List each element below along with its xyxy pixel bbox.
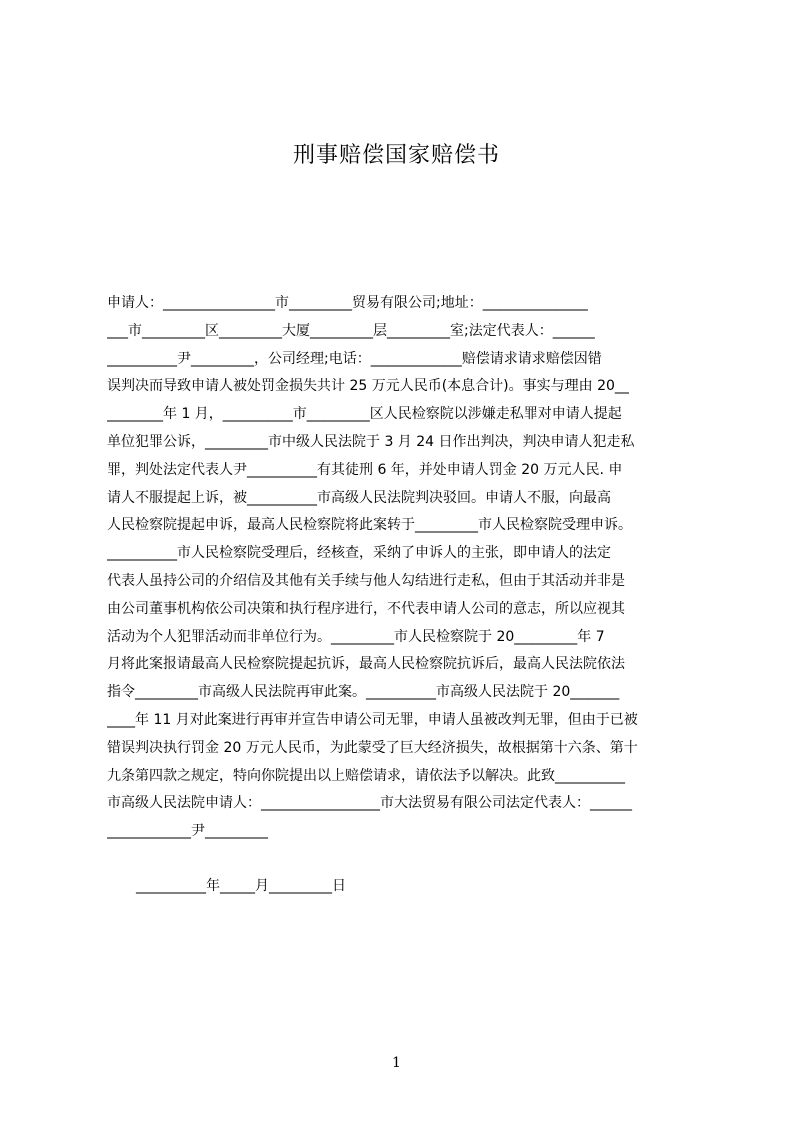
body-line: 指令_________市高级人民法院再审此案。__________市高级人民法院于 20_______ [107, 684, 620, 701]
body-line: 误判决而导致申请人被处罚金损失共计 25 万元人民币(本息合计)。事实与理由 20__ [107, 378, 629, 395]
body-line: 九条第四款之规定，特向你院提出以上赔偿请求，请依法予以解决。此致__________ [107, 767, 625, 784]
page-number: 1 [392, 1055, 401, 1071]
date-line: __________年_____月_________日 [136, 878, 346, 894]
body-line: ____年 11 月对此案进行再审并宣告申请公司无罪，申请人虽被改判无罪，但由于已被 [107, 711, 638, 728]
document-body [107, 290, 697, 846]
body-line: 错误判决执行罚金 20 万元人民币，为此蒙受了巨大经济损失，故根据第十六条、第十 [107, 739, 638, 756]
body-line: 月将此案报请最高人民检察院提起抗诉，最高人民检察院抗诉后，最高人民法院依法 [107, 656, 625, 673]
body-line: 代表人虽持公司的介绍信及其他有关手续与他人勾结进行走私，但由于其活动并非是 [107, 572, 625, 589]
document-title: 刑事赔偿国家赔偿书 [292, 143, 500, 168]
body-line: 申请人：________________市_________贸易有限公司;地址：_______________ [107, 295, 588, 311]
body-line: 请人不服提起上诉，被__________市高级人民法院判决驳回。申请人不服，向最高 [107, 489, 611, 506]
body-line: 活动为个人犯罪活动而非单位行为。_________市人民检察院于 20_________年 7 [107, 628, 605, 645]
body-line: ________年 1 月，__________市_________区人民检察院以涉嫌走私罪对申请人提起 [107, 406, 622, 423]
body-line: __________市人民检察院受理后，经核查，采纳了申诉人的主张，即申请人的法定 [107, 545, 611, 562]
body-line: 市高级人民法院申请人：_________________市大法贸易有限公司法定代表人：______ [107, 795, 632, 812]
body-line: 罪，判处法定代表人尹__________有其徒刑 6 年，并处申请人罚金 20 万元人民. 申 [107, 461, 623, 478]
body-line: __________尹_________，公司经理;电话：_____________赔偿请求请求赔偿因错 [107, 350, 602, 367]
body-line: 人民检察院提起申诉，最高人民检察院将此案转于_________市人民检察院受理申诉。 [107, 517, 632, 534]
body-line: 单位犯罪公诉，_________市中级人民法院于 3 月 24 日作出判决，判决申请人犯走私 [107, 433, 635, 450]
body-line: ___市_________区_________大厦_________层_________室;法定代表人：______ [107, 322, 595, 339]
body-line: 由公司董事机构依公司决策和执行程序进行，不代表申请人公司的意志，所以应视其 [107, 600, 625, 617]
body-line: ____________尹_________ [107, 823, 268, 840]
